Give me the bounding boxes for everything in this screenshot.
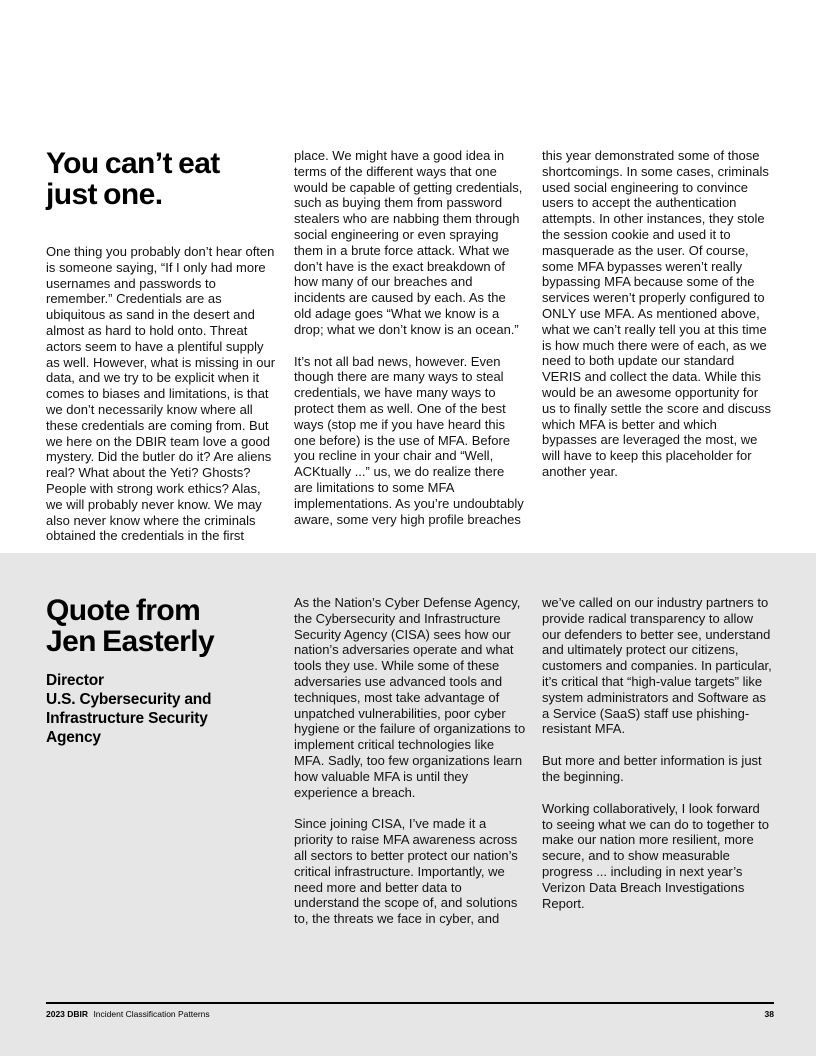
quote-paragraph: we’ve called on our industry partners to provide radical transparency to allow our defenders to better see, understand and ultimately protect our citizens, customers and companies. In particular, it’s critical that “high-value targets” like system administrators and Software as a Service (SaaS) staff use phishing-resistant MFA. — [542, 595, 772, 737]
article-paragraph: this year demonstrated some of those shortcomings. In some cases, criminals used social engineering to convince users to accept the authentication attempts. In other instances, they stole the session cookie and used it to masquerade as the user. Of course, some MFA bypasses weren’t really bypassing MFA because some of the services weren’t properly configured to ONLY use MFA. As mentioned above, what we can’t really tell you at this time is how much there were of each, as we need to both update our standard VERIS and collect the data. While this would be an awesome opportunity for us to finally settle the score and discuss which MFA is better and which bypasses are leveraged the most, we will have to keep this placeholder for another year. — [542, 148, 772, 479]
page-footer — [46, 1002, 774, 1019]
quote-paragraph: Working collaboratively, I look forward to seeing what we can do to together to make our nation more resilient, more secure, and to show measurable progress ... including in next year’s Verizon Data Breach Investigations Report. — [542, 800, 769, 911]
article-paragraph: One thing you probably don’t hear often is someone saying, “If I only had more usernames and passwords to remember.” Credentials are as ubiquitous as sand in the desert and almost as hard to hold onto. Threat actors seem to have a plentiful supply as well. However, what is missing in our data, and we try to be explicit when it comes to biases and limitations, is that we don’t necessarily know where all these credentials are coming from. But we here on the DBIR team love a good mystery. Did the butler do it? Are aliens real? What about the Yeti? Ghosts? People with strong work ethics? Alas, we will probably never know. We may also never know where the criminals obtained the credentials in the first — [46, 244, 276, 544]
footer-report-name: 2023 DBIR — [46, 1009, 89, 1019]
article-column-3 — [542, 148, 774, 560]
quote-column-2 — [294, 595, 526, 943]
quote-section — [0, 553, 816, 1056]
quote-attribution — [46, 671, 246, 747]
article-title-line-1: You can’t eat — [46, 147, 220, 180]
footer-title — [46, 1009, 210, 1019]
footer-page-number: 38 — [764, 1009, 774, 1019]
quote-paragraph: But more and better information is just the beginning. — [542, 753, 762, 784]
quote-paragraph: As the Nation’s Cyber Defense Agency, the Cybersecurity and Infrastructure Security Agency (CISA) sees how our nation’s adversaries operate and what tools they use. While some of these adversaries use advanced tools and techniques, most take advantage of unpatched vulnerabilities, poor cyber hygiene or the failure of organizations to implement critical technologies like MFA. Sadly, too few organizations learn how valuable MFA is until they experience a breach. — [294, 595, 526, 800]
quote-column-3 — [542, 595, 774, 943]
quote-paragraph: Since joining CISA, I’ve made it a priority to raise MFA awareness across all sectors to better protect our nation’s critical infrastructure. Importantly, we need more and better data to understand the scope of, and solutions to, the threats we face in cyber, and — [294, 816, 518, 927]
article-paragraph: It’s not all bad news, however. Even though there are many ways to steal credentials, we have many ways to protect them as well. One of the best ways (stop me if you have heard this one before) is the use of MFA. Before you recline in your chair and “Well, ACKtually ...” us, we do realize there are limitations to some MFA implementations. As you’re undoubtably aware, some very high profile breaches — [294, 353, 524, 527]
quote-title — [46, 595, 278, 657]
article-title-line-2: just one. — [46, 178, 163, 211]
article-paragraph: place. We might have a good idea in terms of the different ways that one would be capable of getting credentials, such as buying them from password stealers who are nabbing them through social engineering or even spraying them in a brute force attack. What we don’t have is the exact breakdown of how many of our breaches and incidents are caused by each. As the old adage goes “What we know is a drop; what we don’t know is an ocean.” — [294, 148, 523, 337]
article-column-2 — [294, 148, 526, 560]
quote-title-line-1: Quote from — [46, 594, 201, 627]
quote-attribution-role: Director — [46, 672, 104, 689]
quote-column-1 — [46, 595, 278, 943]
quote-attribution-org: U.S. Cybersecurity and Infrastructure Security Agency — [46, 691, 212, 746]
article-column-1 — [46, 148, 278, 560]
footer-section-name: Incident Classification Patterns — [93, 1009, 210, 1019]
article-title — [46, 148, 278, 210]
quote-title-line-2: Jen Easterly — [46, 625, 215, 658]
